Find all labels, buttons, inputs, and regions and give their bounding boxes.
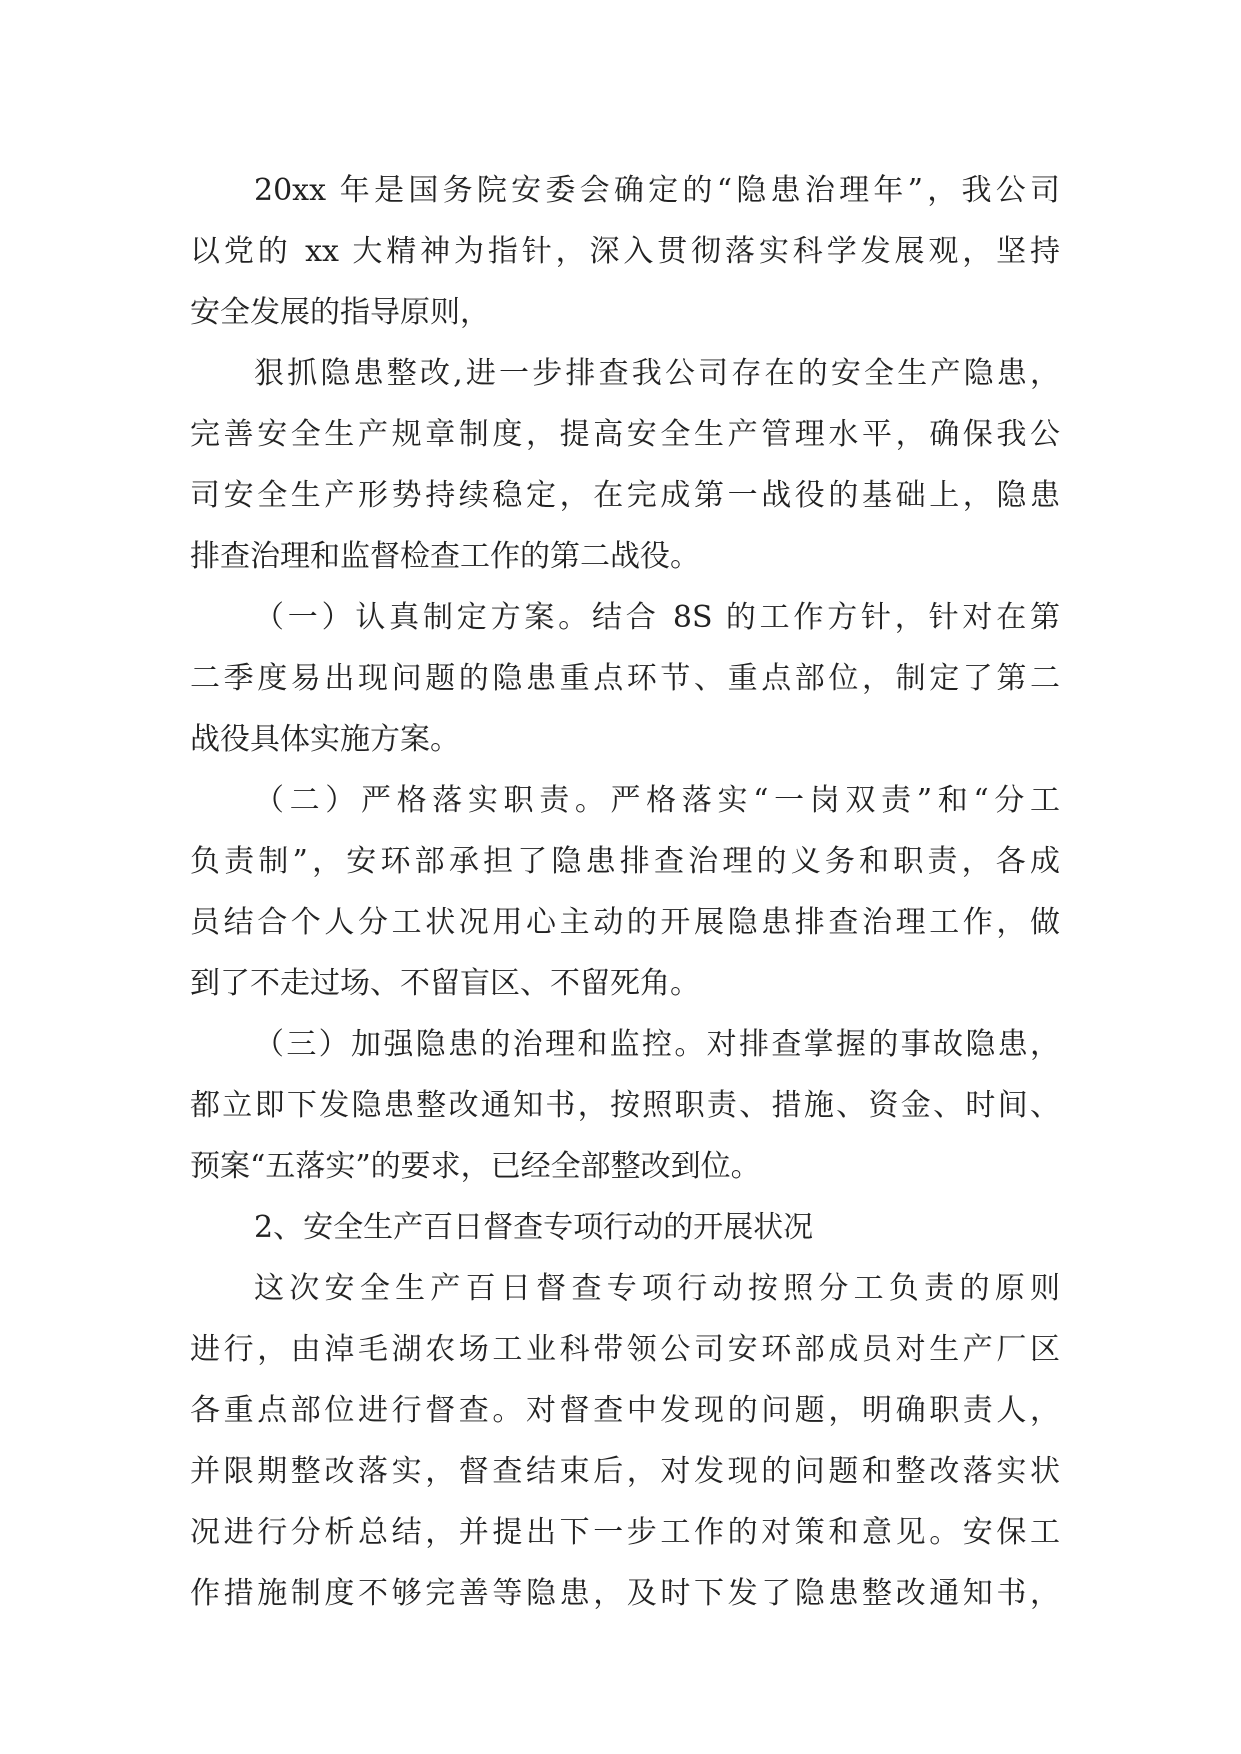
paragraph-line: 战役具体实施方案。 bbox=[190, 722, 460, 757]
paragraph-line: 这次安全生产百日督查专项行动按照分工负责的原则 bbox=[254, 1271, 1060, 1306]
paragraph-line: 都立即下发隐患整改通知书，按照职责、措施、资金、时间、 bbox=[190, 1088, 1060, 1123]
paragraph-line: 预案“五落实”的要求，已经全部整改到位。 bbox=[190, 1149, 761, 1184]
paragraph-line: （一）认真制定方案。结合 8S 的工作方针，针对在第 bbox=[254, 600, 1060, 635]
paragraph-line: 并限期整改落实，督查结束后，对发现的问题和整改落实状 bbox=[190, 1454, 1060, 1489]
paragraph-line: 司安全生产形势持续稳定，在完成第一战役的基础上，隐患 bbox=[190, 478, 1060, 513]
paragraph-line: 负责制”，安环部承担了隐患排查治理的义务和职责，各成 bbox=[190, 844, 1060, 879]
paragraph-line: 二季度易出现问题的隐患重点环节、重点部位，制定了第二 bbox=[190, 661, 1060, 696]
paragraph-line: 员结合个人分工状况用心主动的开展隐患排查治理工作，做 bbox=[190, 905, 1060, 940]
paragraph-line: 各重点部位进行督查。对督查中发现的问题，明确职责人， bbox=[190, 1393, 1060, 1428]
paragraph-line: 安全发展的指导原则， bbox=[190, 295, 490, 330]
paragraph-line: 狠抓隐患整改,进一步排查我公司存在的安全生产隐患， bbox=[254, 356, 1060, 391]
paragraph-line: 以党的 xx 大精神为指针，深入贯彻落实科学发展观，坚持 bbox=[190, 234, 1060, 269]
paragraph-line: 况进行分析总结，并提出下一步工作的对策和意见。安保工 bbox=[190, 1515, 1060, 1550]
paragraph-line: 进行，由淖毛湖农场工业科带领公司安环部成员对生产厂区 bbox=[190, 1332, 1060, 1367]
paragraph-line: 排查治理和监督检查工作的第二战役。 bbox=[190, 539, 700, 574]
section-heading: 2、安全生产百日督查专项行动的开展状况 bbox=[254, 1210, 814, 1245]
paragraph-line: 20xx 年是国务院安委会确定的“隐患治理年”，我公司 bbox=[254, 173, 1060, 208]
paragraph-line: （二）严格落实职责。严格落实“一岗双责”和“分工 bbox=[254, 783, 1060, 818]
document-body bbox=[190, 160, 1060, 1624]
paragraph-line: 作措施制度不够完善等隐患，及时下发了隐患整改通知书， bbox=[190, 1576, 1060, 1611]
paragraph-line: 到了不走过场、不留盲区、不留死角。 bbox=[190, 966, 700, 1001]
paragraph-line: 完善安全生产规章制度，提高安全生产管理水平，确保我公 bbox=[190, 417, 1060, 452]
paragraph-line: （三）加强隐患的治理和监控。对排查掌握的事故隐患， bbox=[254, 1027, 1060, 1062]
